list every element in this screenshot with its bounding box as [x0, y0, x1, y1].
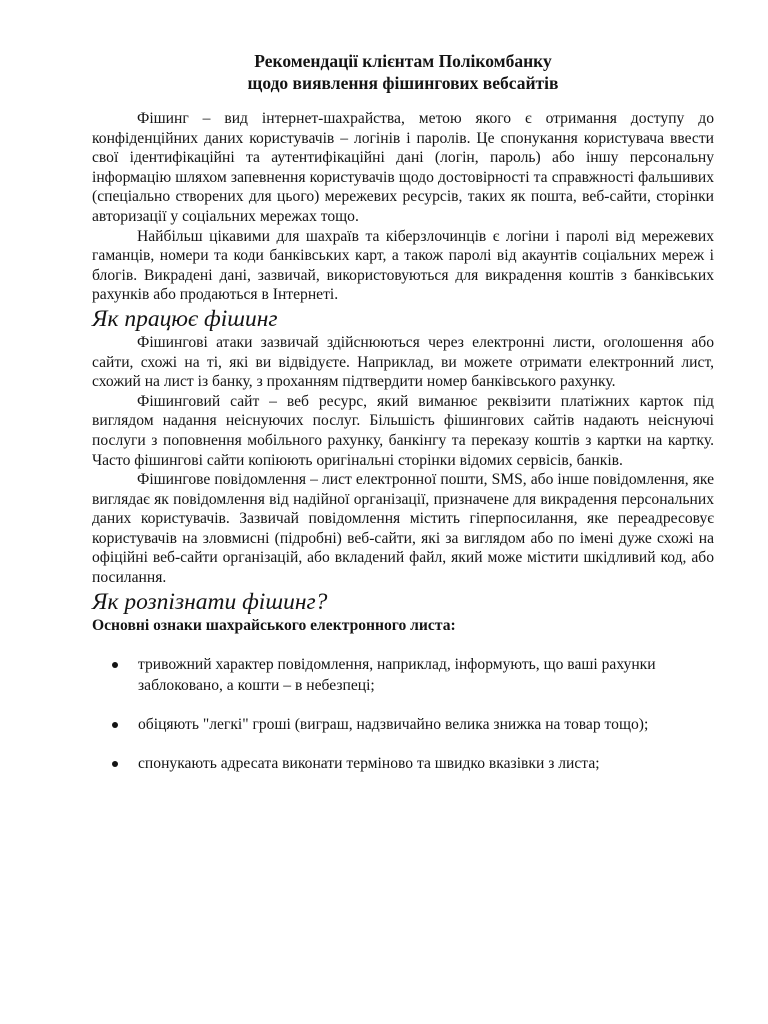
title-line-1: Рекомендації клієнтам Полікомбанку — [254, 51, 552, 71]
how-works-paragraph: Фішинговий сайт – веб ресурс, який виманює реквізити платіжних карток під виглядом надання неіснуючих послуг. Більшість фішингових сайтів надають неіснуючі послуги з поповнення мобільного рахунку, банкінгу та переказу коштів з картки на картку. Часто фішингові сайти копіюють оригінальні сторінки відомих сервісів, банків. — [92, 392, 714, 469]
list-item-text: спонукають адресата виконати терміново та швидко вказівки з листа; — [138, 754, 600, 772]
list-item-text: обіцяють "легкі" гроші (виграш, надзвичайно велика знижка на товар тощо); — [138, 715, 649, 733]
bullet-icon — [112, 662, 118, 668]
section-heading-recognize-phishing: Як розпізнати фішинг? — [92, 588, 328, 615]
how-works-paragraph: Фішингові атаки зазвичай здійснюються через електронні листи, оголошення або сайти, схожі на ті, які ви відвідуєте. Наприклад, ви можете отримати електронний лист, схожий на лист із банку, з проханням підтвердити номер банківського рахунку. — [92, 333, 714, 391]
list-item-text: тривожний характер повідомлення, наприклад, інформують, що ваші рахунки заблоковано, а кошти – в небезпеці; — [138, 655, 656, 694]
list-item — [92, 753, 678, 774]
bullet-icon — [112, 761, 118, 767]
title-line-2: щодо виявлення фішингових вебсайтів — [247, 73, 559, 93]
intro-paragraph: Найбільш цікавими для шахраїв та кіберзлочинців є логіни і паролі від мережевих гаманців, номери та коди банківських карт, а також паролі від акаунтів соціальних мереж і блогів. Викрадені дані, зазвичай, використовуються для викрадення коштів з банківських рахунків або продаються в Інтернеті. — [92, 227, 714, 304]
signs-subheading: Основні ознаки шахрайського електронного листа: — [92, 616, 456, 634]
list-item — [92, 714, 678, 735]
bullet-icon — [112, 722, 118, 728]
list-item — [92, 654, 678, 696]
section-heading-how-phishing-works: Як працює фішинг — [92, 305, 278, 332]
document-title — [92, 50, 714, 94]
document-page — [92, 50, 714, 792]
signs-list — [92, 654, 714, 774]
intro-paragraph: Фішинг – вид інтернет-шахрайства, метою якого є отримання доступу до конфіденційних даних користувачів – логінів і паролів. Це спонукання користувача ввести свої ідентифікаційні та аутентифікаційні дані (логін, пароль) або іншу персональну інформацію шляхом запевнення користувачів щодо достовірності та справжності фальшивих (спеціально створених для цього) мережевих ресурсів, таких як пошта, веб-сайти, сторінки авторизації у соціальних мережах тощо. — [92, 110, 714, 225]
how-works-paragraph: Фішингове повідомлення – лист електронної пошти, SMS, або інше повідомлення, яке виглядає як повідомлення від надійної організації, призначене для викрадення персональних даних користувачів. Зазвичай повідомлення містить гіперпосилання, яке переадресовує користувачів на зловмисні (підробні) веб-сайти, які за виглядом або по імені дуже схожі на офіційні веб-сайти організацій, або вкладений файл, який може містити шкідливий код, або посилання. — [92, 471, 714, 587]
